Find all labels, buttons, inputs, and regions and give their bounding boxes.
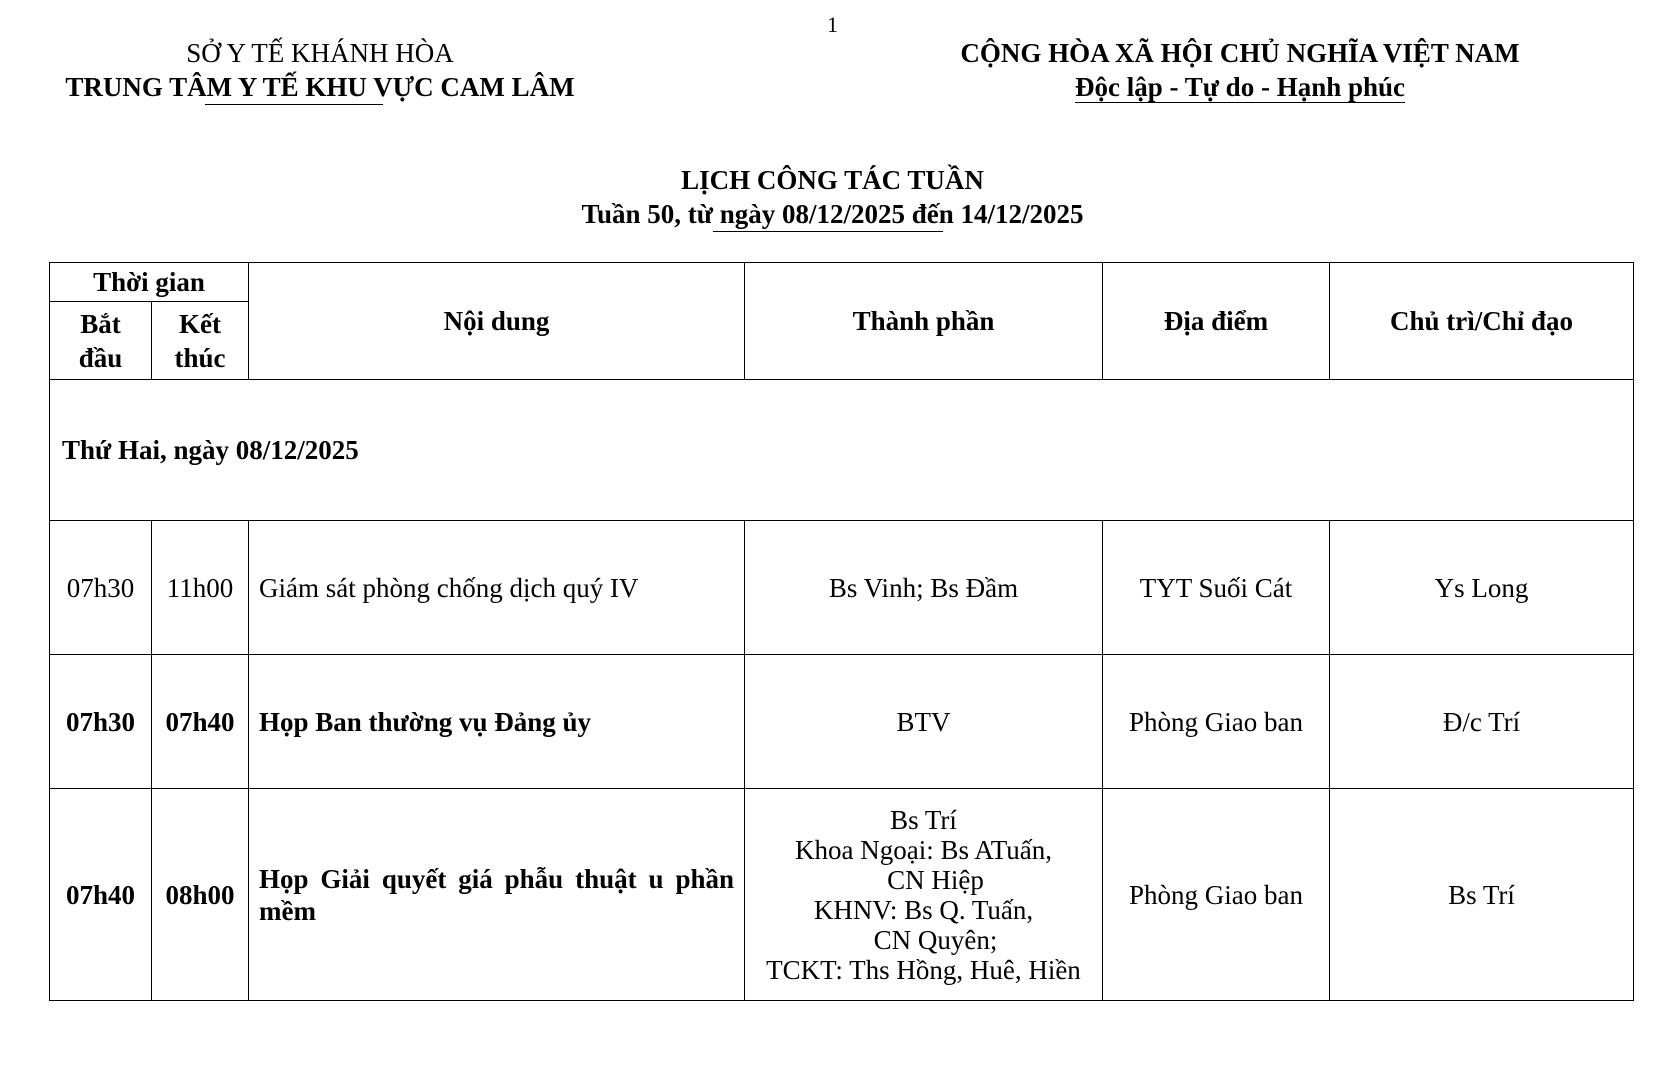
table-row [50,789,1634,1001]
participant-line: TCKT: Ths Hồng, Huê, Hiền [766,954,1081,985]
title-underline [713,231,943,232]
row-participants [745,789,1103,1001]
row-participants [745,655,1103,789]
participant-line: CN Quyên; [873,924,998,955]
participant-line: CN Hiệp [887,864,984,895]
row-content: Họp Giải quyết giá phẫu thuật u phần mềm [249,789,745,1001]
participant-line: BTV [896,706,951,737]
row-participants [745,521,1103,655]
national-motto: Độc lập - Tự do - Hạnh phúc [1074,72,1406,102]
participant-line: Bs Trí [890,804,957,835]
header-chair: Chủ trì/Chỉ đạo [1330,263,1634,380]
header-start-line1: Bắt [80,308,121,339]
day-label: Thứ Hai, ngày 08/12/2025 [50,380,1634,521]
row-start-time: 07h30 [50,521,152,655]
row-chair: Bs Trí [1330,789,1634,1001]
header-participants: Thành phần [745,263,1103,380]
header-start [50,302,152,380]
issuing-agency [40,36,600,104]
header-start-line2: đầu [78,342,123,373]
department-name: SỞ Y TẾ KHÁNH HÒA [186,38,454,68]
row-content: Giám sát phòng chống dịch quý IV [249,521,745,655]
row-location: TYT Suối Cát [1103,521,1330,655]
row-end-time: 11h00 [152,521,249,655]
row-end-time: 07h40 [152,655,249,789]
table-row [50,521,1634,655]
header-content: Nội dung [249,263,745,380]
participant-line: Bs Vinh; Bs Đầm [828,572,1019,603]
header-time: Thời gian [50,263,249,302]
header-end-line1: Kết [179,308,221,339]
agency-underline [205,104,383,105]
center-name: TRUNG TÂM Y TẾ KHU VỰC CAM LÂM [65,72,575,102]
row-end-time: 08h00 [152,789,249,1001]
row-content: Họp Ban thường vụ Đảng ủy [249,655,745,789]
week-range: Tuần 50, từ ngày 08/12/2025 đến 14/12/2025 [581,199,1084,229]
participant-line: KHNV: Bs Q. Tuấn, [813,894,1034,925]
header-end [152,302,249,380]
header-location: Địa điểm [1103,263,1330,380]
country-name: CỘNG HÒA XÃ HỘI CHỦ NGHĨA VIỆT NAM [960,38,1520,68]
header-end-line2: thúc [174,342,226,373]
row-start-time: 07h40 [50,789,152,1001]
document-title-block [0,163,1665,231]
table-row [50,655,1634,789]
row-start-time: 07h30 [50,655,152,789]
row-location: Phòng Giao ban [1103,789,1330,1001]
row-chair: Ys Long [1330,521,1634,655]
row-chair: Đ/c Trí [1330,655,1634,789]
schedule-table [49,262,1634,1001]
row-location: Phòng Giao ban [1103,655,1330,789]
document-title: LỊCH CÔNG TÁC TUẦN [681,165,984,195]
participant-line: Khoa Ngoại: Bs ATuấn, [794,834,1053,865]
page-number: 1 [827,12,838,37]
national-title [880,36,1600,104]
